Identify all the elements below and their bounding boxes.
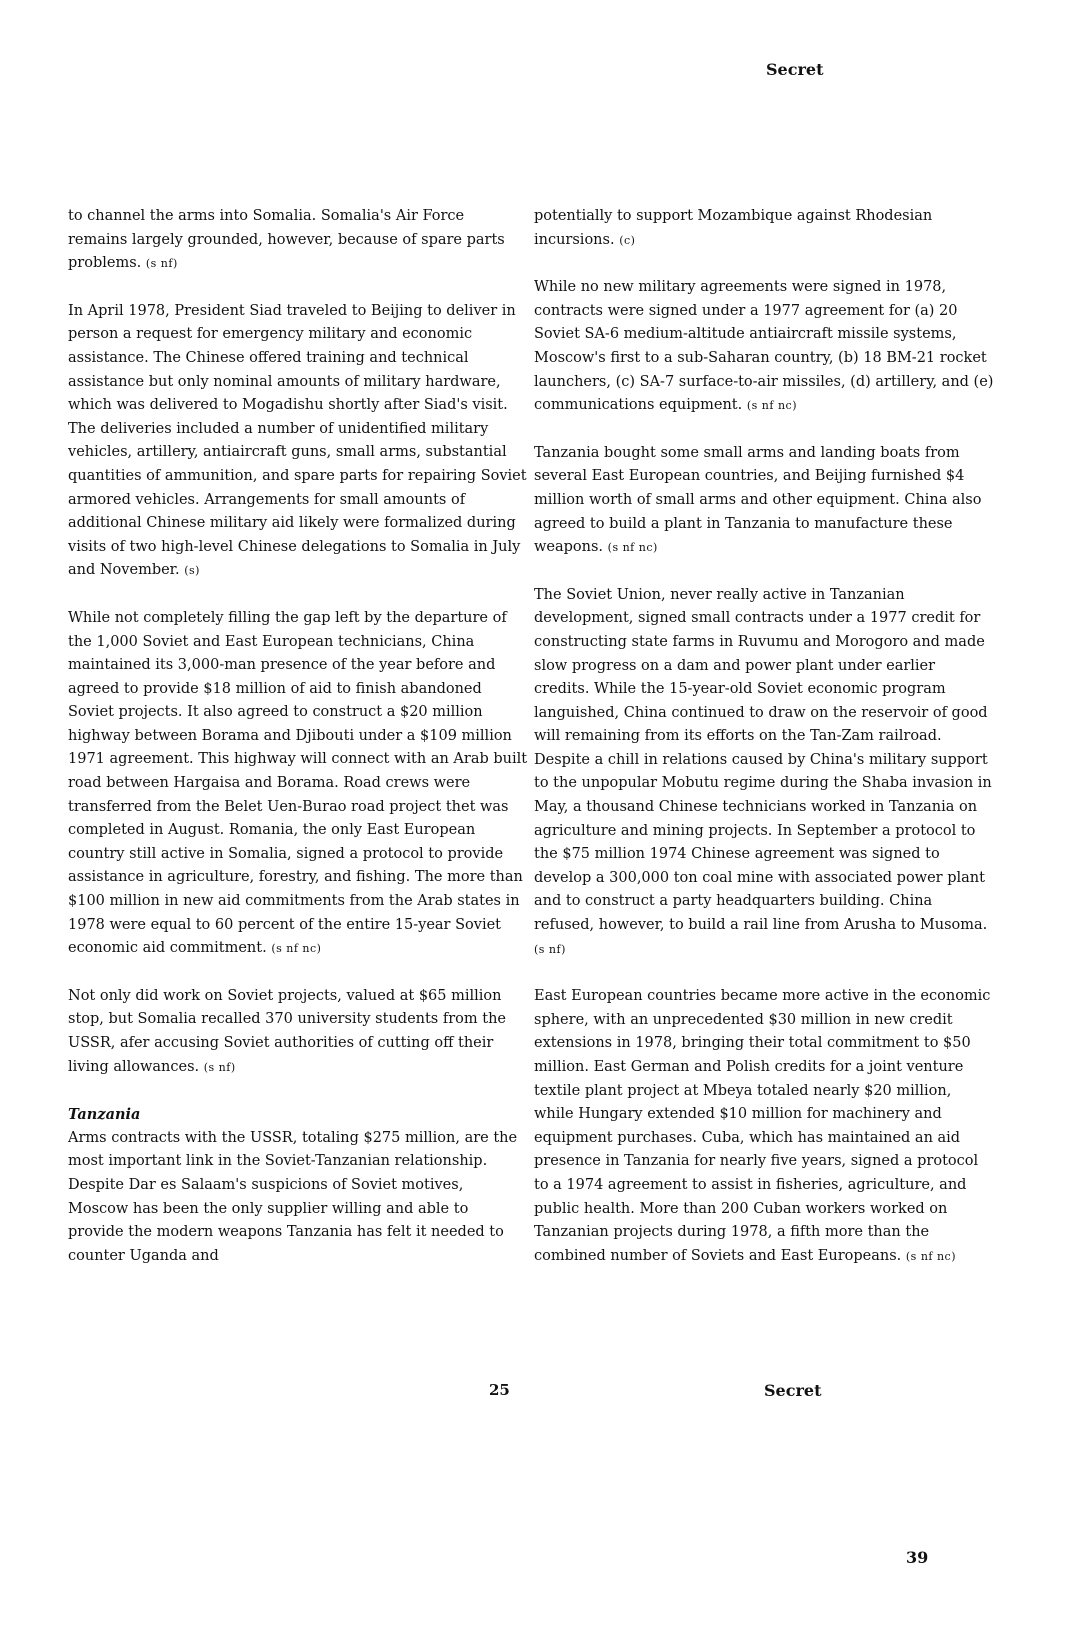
paragraph-text: East European countries became more active in the economic sphere, with an unprecedented $30 million in new credit extensions in 1978, bringing their total commitment to $50 million. East German and Polish credits for a joint venture textile plant project at Mbeya totaled nearly $20 million, while Hungary extended $10 million for machinery and equipment purchases. Cuba, which has maintained an aid presence in Tanzania for nearly five years, signed a protocol to a 1974 agreement to assist in fisheries, agriculture, and public health. More than 200 Cuban workers worked on Tanzanian projects during 1978, a fifth more than the combined number of Soviets and East Europeans. (534, 988, 991, 1264)
paragraph-text: Tanzania bought some small arms and landing boats from several East European countries, and Beijing furnished $4 million worth of small arms and other equipment. China also agreed to build a plant in Tanzania to manufacture these weapons. (534, 444, 982, 556)
paragraph-text: In April 1978, President Siad traveled to Beijing to deliver in person a request for emergency military and economic assistance. The Chinese offered training and technical assistance but only nominal amounts of military hardware, which was delivered to Mogadishu shortly after Siad's visit. The deliveries included a number of unidentified military vehicles, artillery, antiaircraft guns, small arms, substantial quantities of ammunition, and spare parts for repairing Soviet armored vehicles. Arrangements for small amounts of additional Chinese military aid likely were formalized during visits of two high-level Chinese delegations to Somalia in July and November. (68, 302, 527, 579)
paragraph-text: Arms contracts with the USSR, totaling $275 million, are the most important link in the Soviet-Tanzanian relationship. Despite Dar es Salaam's suspicions of Soviet motives, Moscow has been the only supplier willing and able to provide the modern weapons Tanzania has felt it needed to counter Uganda and (68, 1129, 518, 1264)
paragraph (534, 584, 994, 962)
classification-marking: (s nf) (534, 942, 566, 956)
classification-marking: (s nf) (203, 1060, 236, 1074)
classification-marking: (s nf) (145, 257, 178, 271)
paragraph-text: to channel the arms into Somalia. Somalia's Air Force remains largely grounded, however, because of spare parts problems. (68, 208, 505, 272)
classification-marking: (s nf nc) (607, 541, 658, 555)
section-heading: Tanzania (68, 1106, 141, 1124)
paragraph (534, 985, 994, 1268)
header-classification: Secret (766, 60, 824, 79)
paragraph (534, 276, 994, 418)
paragraph-text: While no new military agreements were signed in 1978, contracts were signed under a 1977 agreement for (a) 20 Soviet SA-6 medium-altitude antiaircraft missile systems, Moscow's first to a sub-Saharan country, (b) 18 BM-21 rocket launchers, (c) SA-7 surface-to-air missiles, (d) artillery, and (e) communications equipment. (534, 279, 994, 414)
document-page-number: 39 (906, 1548, 929, 1567)
paragraph (68, 1127, 528, 1269)
paragraph (534, 442, 994, 560)
classification-marking: (s) (184, 564, 200, 578)
classification-marking: (c) (619, 233, 636, 247)
left-column (68, 205, 528, 1292)
paragraph (68, 607, 528, 961)
paragraph-text: The Soviet Union, never really active in Tanzanian development, signed small contracts under a 1977 credit for constructing state farms in Ruvumu and Morogoro and made slow progress on a dam and power plant under earlier credits. While the 15-year-old Soviet economic program languished, China continued to draw on the reservoir of good will remaining from its efforts on the Tan-Zam railroad. Despite a chill in relations caused by China's military support to the unpopular Mobutu regime during the Shaba invasion in May, a thousand Chinese technicians worked in Tanzania on agriculture and mining projects. In September a protocol to the $75 million 1974 Chinese agreement was signed to develop a 300,000 ton coal mine with associated power plant and to construct a party headquarters building. China refused, however, to build a rail line from Arusha to Musoma. (534, 586, 992, 934)
paragraph (68, 985, 528, 1079)
paragraph-text: Not only did work on Soviet projects, valued at $65 million stop, but Somalia recalled 370 university students from the USSR, afer accusing Soviet authorities of cutting off their living allowances. (68, 987, 506, 1075)
page-number: 25 (489, 1381, 510, 1399)
paragraph-text: potentially to support Mozambique against Rhodesian incursions. (534, 208, 933, 248)
classification-marking: (s nf nc) (905, 1249, 957, 1263)
classification-marking: (s nf nc) (746, 399, 797, 413)
paragraph (68, 205, 528, 276)
paragraph-text: While not completely filling the gap left by the departure of the 1,000 Soviet and East European technicians, China maintained its 3,000-man presence of the year before and agreed to provide $18 million of aid to finish abandoned Soviet projects. It also agreed to construct a $20 million highway between Borama and Djibouti under a $109 million 1971 agreement. This highway will connect with an Arab built road between Hargaisa and Borama. Road crews were transferred from the Belet Uen-Burao road project thet was completed in August. Romania, the only East European country still active in Somalia, signed a protocol to provide assistance in agriculture, forestry, and fishing. The more than $100 million in new aid commitments from the Arab states in 1978 were equal to 60 percent of the entire 15-year Soviet economic aid commitment. (68, 609, 528, 957)
classification-marking: (s nf nc) (271, 942, 322, 956)
footer-classification: Secret (764, 1381, 822, 1400)
paragraph (534, 205, 994, 252)
right-column (534, 205, 994, 1292)
paragraph (68, 300, 528, 583)
